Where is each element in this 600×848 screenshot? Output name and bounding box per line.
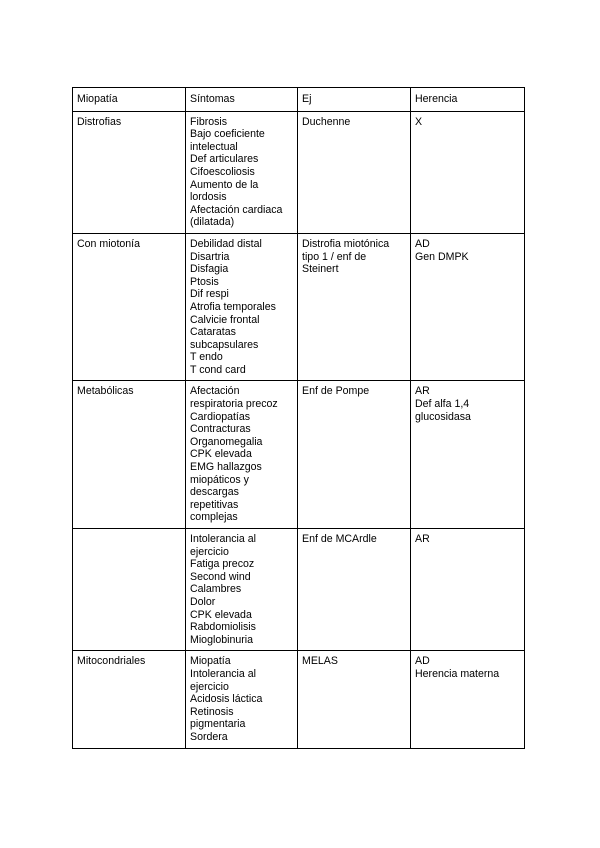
cell-sintomas <box>186 651 298 748</box>
cell-miopatia <box>73 233 186 381</box>
table-row <box>73 381 525 529</box>
cell-ej <box>298 111 411 233</box>
cell-line: Afectación <box>190 385 240 398</box>
cell-ej <box>298 529 411 651</box>
cell-line: Contracturas <box>190 423 251 436</box>
cell-line: ejercicio <box>190 680 229 693</box>
cell-line: Duchenne <box>302 115 351 128</box>
cell-line: AD <box>415 655 430 668</box>
cell-line: Mitocondriales <box>77 655 146 668</box>
cell-line: Gen DMPK <box>415 250 469 263</box>
header-ej: Ej <box>298 88 411 112</box>
cell-line: Def articulares <box>190 153 259 166</box>
cell-line: ejercicio <box>190 545 229 558</box>
cell-line: glucosidasa <box>415 410 471 423</box>
table-row <box>73 233 525 381</box>
cell-line: Steinert <box>302 263 339 276</box>
cell-line: Calvicie frontal <box>190 313 260 326</box>
cell-line: Intolerancia al <box>190 667 256 680</box>
cell-line: complejas <box>190 511 238 524</box>
cell-line: CPK elevada <box>190 448 252 461</box>
cell-sintomas <box>186 233 298 381</box>
cell-line: Dolor <box>190 595 216 608</box>
cell-line: Retinosis <box>190 705 234 718</box>
cell-miopatia <box>73 381 186 529</box>
cell-sintomas <box>186 111 298 233</box>
table-row <box>73 111 525 233</box>
cell-herencia <box>411 651 525 748</box>
cell-line: Metabólicas <box>77 385 134 398</box>
cell-line: Cataratas <box>190 326 236 339</box>
cell-line: Fibrosis <box>190 115 228 128</box>
cell-sintomas <box>186 529 298 651</box>
cell-line: Rabdomiolisis <box>190 621 256 634</box>
cell-line: Con miotonía <box>77 237 141 250</box>
cell-line: (dilatada) <box>190 216 235 229</box>
header-sintomas: Síntomas <box>186 88 298 112</box>
cell-line: descargas <box>190 486 239 499</box>
cell-line: EMG hallazgos <box>190 461 262 474</box>
cell-line: Miopatía <box>190 655 231 668</box>
cell-line: CPK elevada <box>190 608 252 621</box>
cell-line: Aumento de la <box>190 178 259 191</box>
cell-line: Disartria <box>190 250 230 263</box>
cell-line: Distrofias <box>77 115 122 128</box>
cell-line: Organomegalia <box>190 435 263 448</box>
cell-line: Calambres <box>190 583 242 596</box>
cell-line: Cifoescoliosis <box>190 165 255 178</box>
cell-line: T cond card <box>190 363 246 376</box>
cell-miopatia <box>73 111 186 233</box>
cell-line: Enf de MCArdle <box>302 533 377 545</box>
table-body <box>73 88 525 749</box>
header-herencia: Herencia <box>411 88 525 112</box>
cell-line: Intolerancia al <box>190 533 256 545</box>
cell-line: Distrofia miotónica <box>302 237 390 250</box>
cell-line: Afectación cardiaca <box>190 203 283 216</box>
cell-line: Dif respi <box>190 288 229 301</box>
cell-line: X <box>415 115 423 128</box>
cell-line: Fatiga precoz <box>190 558 255 571</box>
cell-line: T endo <box>190 351 223 364</box>
cell-line: AR <box>415 385 430 398</box>
cell-line: Ptosis <box>190 275 219 288</box>
cell-line: Mioglobinuria <box>190 633 254 646</box>
cell-line: Acidosis láctica <box>190 693 263 706</box>
cell-miopatia <box>73 651 186 748</box>
cell-line: pigmentaria <box>190 718 246 731</box>
cell-ej <box>298 381 411 529</box>
cell-ej <box>298 233 411 381</box>
cell-line: MELAS <box>302 655 338 668</box>
cell-miopatia <box>73 529 186 651</box>
cell-ej <box>298 651 411 748</box>
cell-herencia <box>411 233 525 381</box>
cell-line: Atrofia temporales <box>190 300 276 313</box>
cell-herencia <box>411 381 525 529</box>
cell-line: lordosis <box>190 191 227 204</box>
cell-sintomas <box>186 381 298 529</box>
cell-line: tipo 1 / enf de <box>302 250 367 263</box>
cell-line: Disfagia <box>190 263 229 276</box>
cell-line: respiratoria precoz <box>190 398 278 411</box>
cell-line: Second wind <box>190 570 251 583</box>
table-row <box>73 651 525 748</box>
cell-line: subcapsulares <box>190 338 259 351</box>
cell-herencia <box>411 529 525 651</box>
cell-line: Herencia materna <box>415 667 500 680</box>
table-header-row <box>73 88 525 112</box>
cell-line: AR <box>415 533 430 545</box>
cell-line: repetitivas <box>190 498 239 511</box>
cell-line: miopáticos y <box>190 473 249 486</box>
cell-line: Bajo coeficiente <box>190 128 265 141</box>
header-miopatia: Miopatía <box>73 88 186 112</box>
myopathy-table <box>72 87 525 749</box>
cell-herencia <box>411 111 525 233</box>
cell-line: AD <box>415 237 430 250</box>
cell-line: Sordera <box>190 730 228 743</box>
cell-line: intelectual <box>190 140 238 153</box>
cell-line: Cardiopatías <box>190 410 251 423</box>
cell-line: Enf de Pompe <box>302 385 370 398</box>
table-row <box>73 529 525 651</box>
cell-line: Debilidad distal <box>190 237 262 250</box>
cell-line: Def alfa 1,4 <box>415 398 470 411</box>
